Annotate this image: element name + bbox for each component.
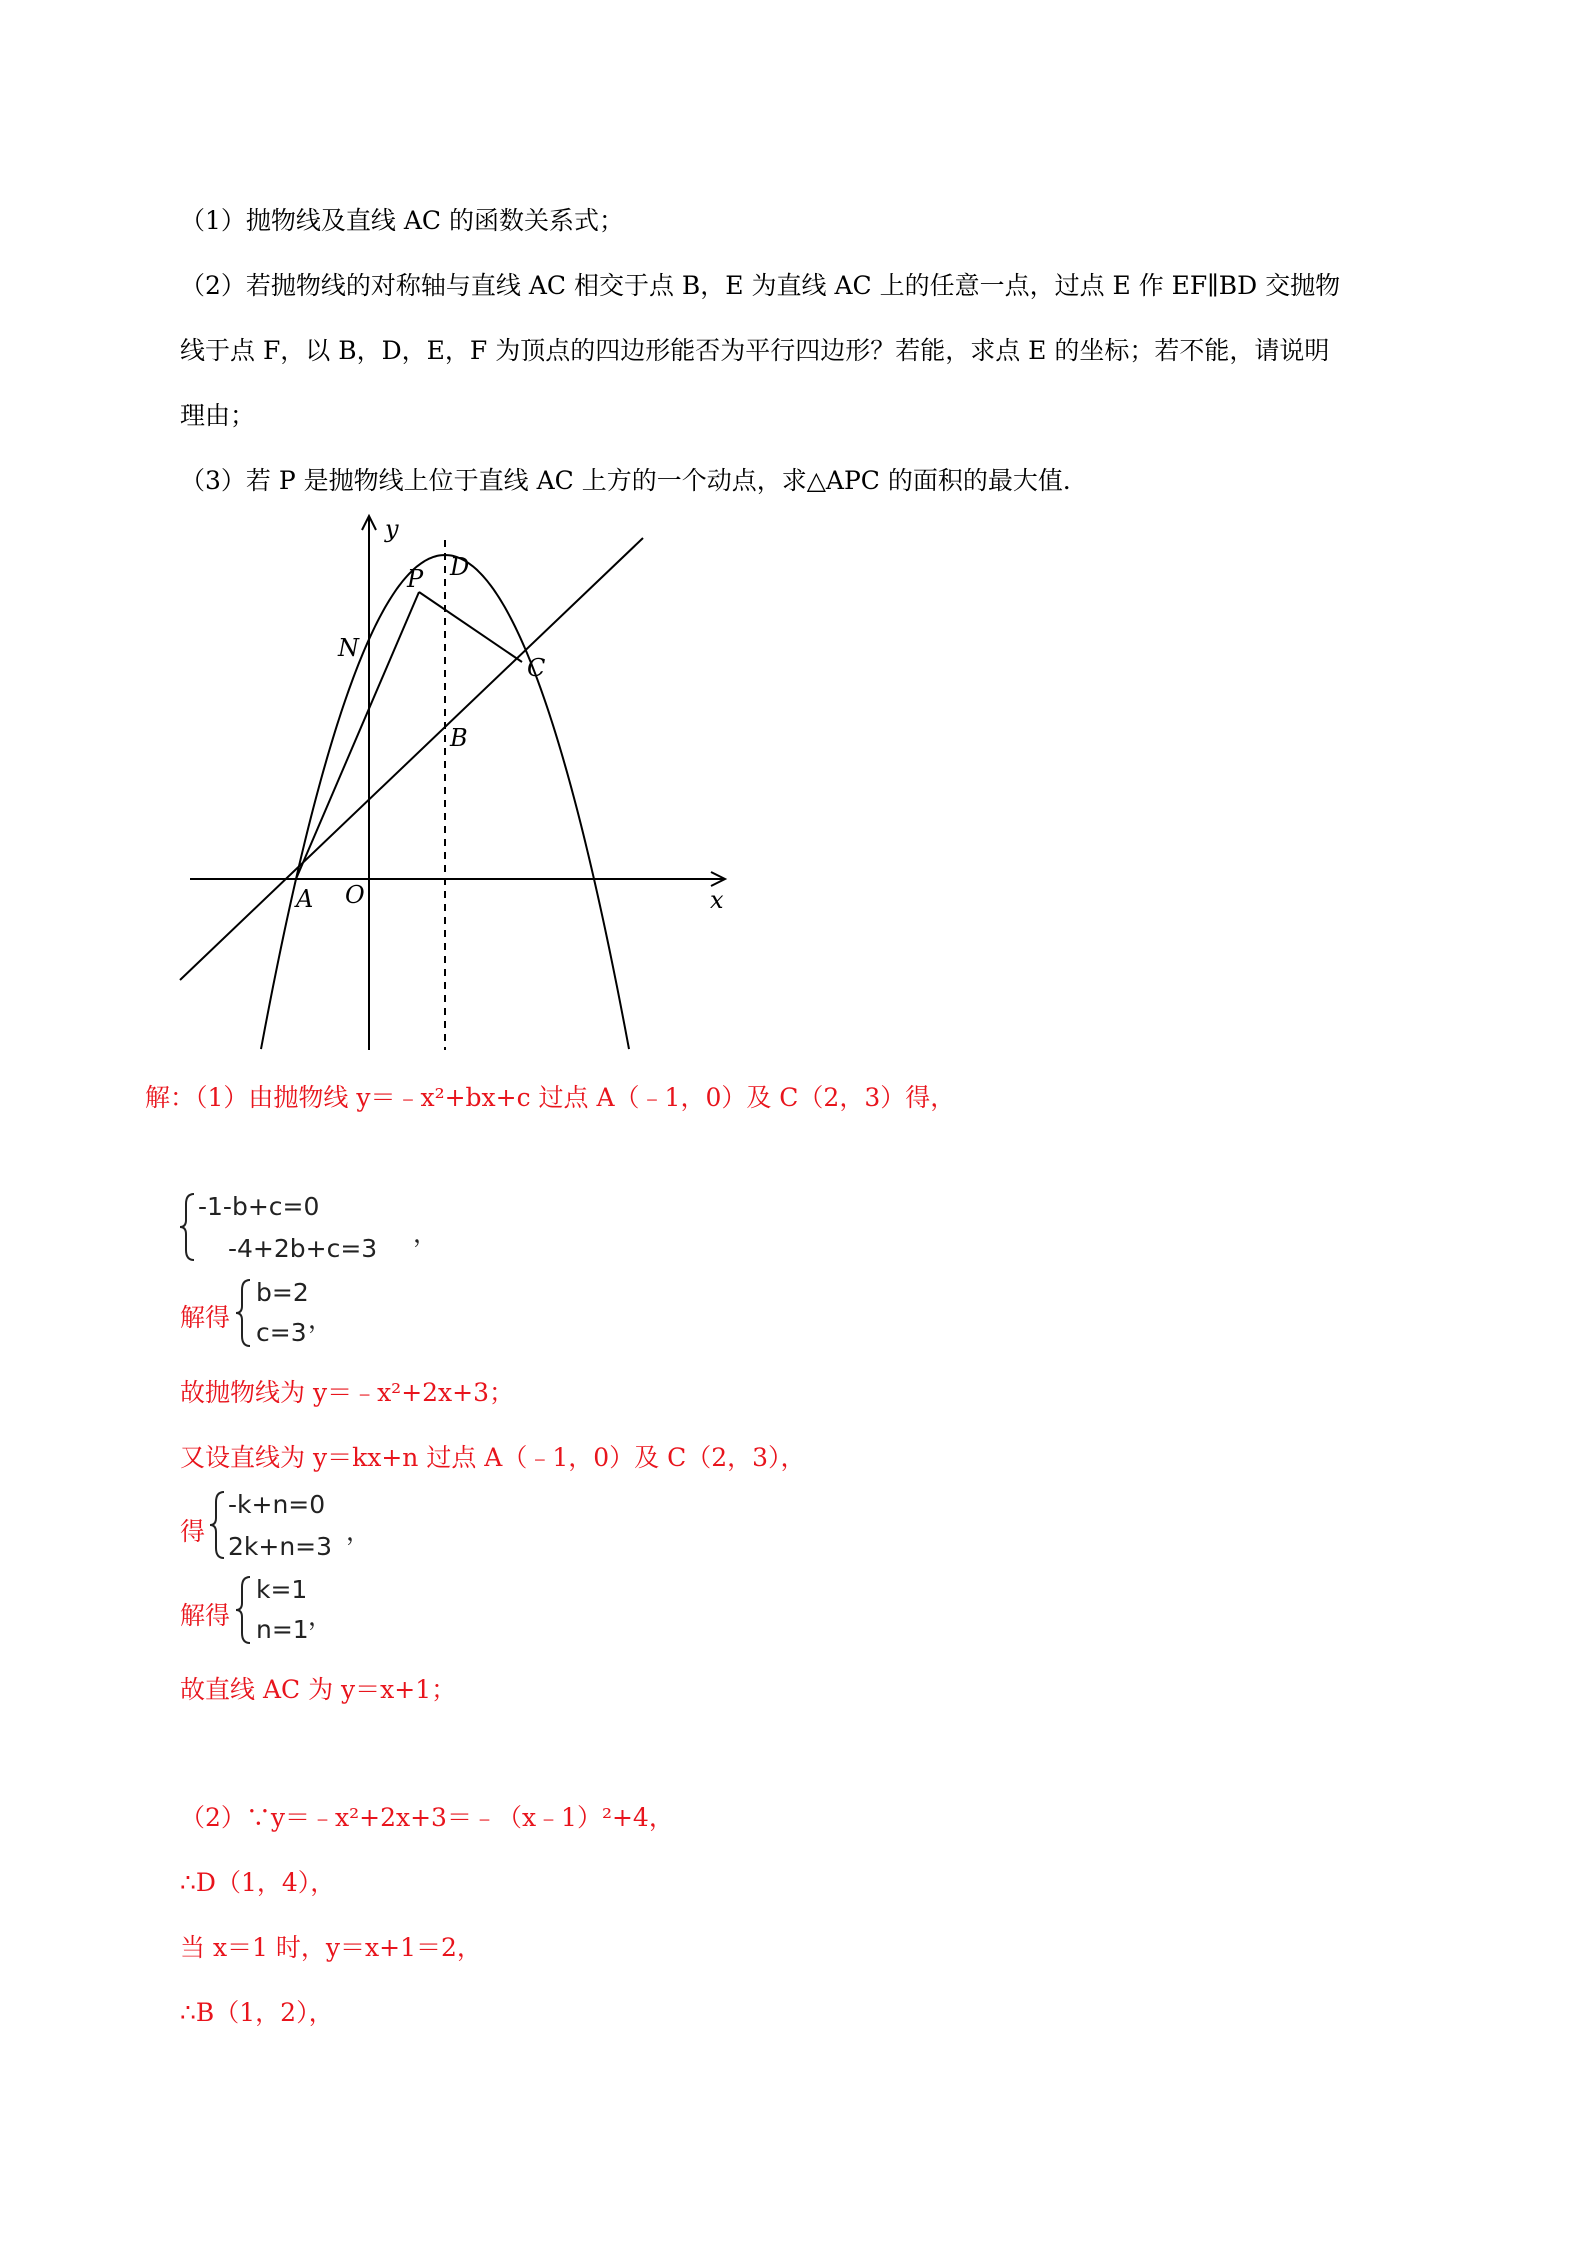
solve-2-tail: ， xyxy=(308,1602,334,1631)
solve-1-prefix: 解得 xyxy=(180,1303,231,1332)
system-2-prefix: 得 xyxy=(180,1517,206,1546)
solve-1-tail: ， xyxy=(308,1305,334,1334)
solution-intro: 解：（1）由抛物线 y＝﹣x²+bx+c 过点 A（﹣1，0）及 C（2，3）得， xyxy=(145,1083,956,1112)
question-2-line-2: 线于点 F，以 B，D，E，F 为顶点的四边形能否为平行四边形？若能，求点 E 的坐标；若不能，请说明 xyxy=(180,336,1330,365)
part-2-d: ∴D（1，4）， xyxy=(180,1868,336,1897)
part-2-vertex: （2）∵y＝﹣x²+2x+3＝﹣（x﹣1）²+4， xyxy=(180,1803,674,1832)
question-2-line-1: （2）若抛物线的对称轴与直线 AC 相交于点 B，E 为直线 AC 上的任意一点，过点 E 作 EF∥BD 交抛物 xyxy=(180,271,1341,300)
question-2-line-3: 理由； xyxy=(180,401,256,430)
system-2-eq-2: 2k+n=3 xyxy=(228,1532,333,1561)
solve-2-prefix: 解得 xyxy=(180,1601,231,1630)
part-2-b: ∴B（1，2）， xyxy=(180,1998,334,2027)
solution-line-ac: 故直线 AC 为 y＝x+1； xyxy=(180,1675,457,1704)
solution-parabola: 故抛物线为 y＝﹣x²+2x+3； xyxy=(180,1378,514,1407)
label-n: N xyxy=(338,634,359,662)
label-p: P xyxy=(407,565,424,593)
label-x: x xyxy=(710,886,724,914)
system-2-tail: ， xyxy=(346,1517,372,1546)
label-d: D xyxy=(450,553,470,581)
solve-2-eq-1: k=1 xyxy=(256,1575,308,1604)
label-a: A xyxy=(296,885,314,913)
line-ac xyxy=(180,538,643,980)
solve-2-eq-2: n=1 xyxy=(256,1615,309,1644)
label-b: B xyxy=(450,724,468,752)
solve-1-brace xyxy=(234,1278,254,1348)
question-3: （3）若 P 是抛物线上位于直线 AC 上方的一个动点，求△APC 的面积的最大值． xyxy=(180,466,1088,495)
segment-pc xyxy=(419,592,522,662)
question-1: （1）抛物线及直线 AC 的函数关系式； xyxy=(180,206,624,235)
system-2-eq-1: -k+n=0 xyxy=(228,1490,326,1519)
part-2-when: 当 x＝1 时，y＝x+1＝2， xyxy=(180,1933,482,1962)
system-1-tail: ， xyxy=(413,1219,439,1248)
system-1-eq-2: -4+2b+c=3 xyxy=(228,1234,378,1263)
solve-2-brace xyxy=(234,1575,254,1645)
label-c: C xyxy=(527,654,546,682)
solve-1-eq-1: b=2 xyxy=(256,1278,309,1307)
label-o: O xyxy=(345,881,365,909)
system-1-brace xyxy=(178,1192,198,1262)
system-1-eq-1: -1-b+c=0 xyxy=(198,1192,320,1221)
label-y: y xyxy=(385,515,399,543)
system-2-brace xyxy=(208,1490,228,1560)
solve-1-eq-2: c=3 xyxy=(256,1318,307,1347)
parabola-figure xyxy=(175,510,735,1050)
solution-line-setup: 又设直线为 y＝kx+n 过点 A（﹣1，0）及 C（2，3）， xyxy=(180,1443,806,1472)
